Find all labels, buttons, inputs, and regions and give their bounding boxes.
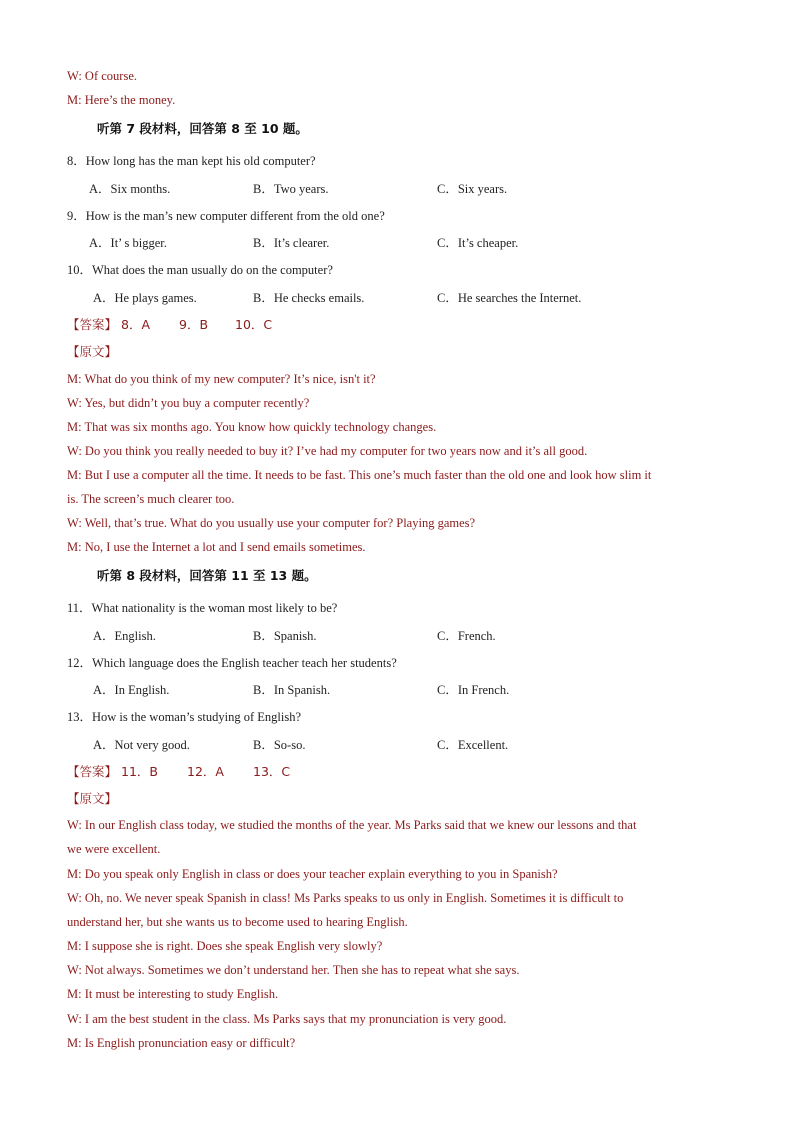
answer-item: 13．C	[253, 764, 291, 779]
question-9-option-c: C．It’s cheaper.	[437, 236, 519, 250]
question-10-option-a: A．He plays games.	[93, 291, 197, 305]
transcript-line: M: That was six months ago. You know how quickly technology changes.	[67, 420, 437, 434]
answer-label: 【答案】	[67, 764, 118, 779]
transcript-line: understand her, but she wants us to become used to hearing English.	[67, 915, 408, 929]
question-9-option-a: A．It’ s bigger.	[89, 236, 167, 250]
answer-label: 【答案】	[67, 317, 118, 332]
question-13-option-c: C．Excellent.	[437, 738, 509, 752]
transcript-line: W: Do you think you really needed to buy it? I’ve had my computer for two years now and it’s all good.	[67, 444, 588, 458]
question-13-option-a: A．Not very good.	[93, 738, 190, 752]
question-8-stem: 8．How long has the man kept his old computer?	[67, 154, 316, 168]
transcript-line: W: Well, that’s true. What do you usually use your computer for? Playing games?	[67, 516, 476, 530]
transcript-line: W: Not always. Sometimes we don’t understand her. Then she has to repeat what she says.	[67, 963, 520, 977]
transcript-line: W: Oh, no. We never speak Spanish in class! Ms Parks speaks to us only in English. Sometimes it is difficult to	[67, 891, 624, 905]
transcript-line: M: I suppose she is right. Does she speak English very slowly?	[67, 939, 383, 953]
question-11-stem: 11．What nationality is the woman most likely to be?	[67, 601, 338, 615]
transcript-line: M: Do you speak only English in class or does your teacher explain everything to you in Spanish?	[67, 867, 558, 881]
dialogue-line: W: Of course.	[67, 69, 137, 83]
transcript-line: W: In our English class today, we studied the months of the year. Ms Parks said that we knew our lessons and that	[67, 818, 637, 832]
transcript-line: W: I am the best student in the class. Ms Parks says that my pronunciation is very good.	[67, 1012, 507, 1026]
section-8-heading: 听第 8 段材料，回答第 11 至 13 题。	[97, 568, 317, 583]
question-13-option-b: B．So-so.	[253, 738, 306, 752]
transcript-label: 【原文】	[67, 791, 118, 806]
question-12-option-a: A．In English.	[93, 683, 170, 697]
question-10-option-b: B．He checks emails.	[253, 291, 365, 305]
question-8-option-b: B．Two years.	[253, 182, 329, 196]
transcript-line: M: It must be interesting to study English.	[67, 987, 279, 1001]
answer-key	[67, 764, 290, 780]
question-8-option-a: A．Six months.	[89, 182, 171, 196]
question-13-stem: 13．How is the woman’s studying of English?	[67, 710, 302, 724]
question-11-option-c: C．French.	[437, 629, 496, 643]
transcript-line: M: But I use a computer all the time. It needs to be fast. This one’s much faster than the old one and look how slim it	[67, 468, 652, 482]
question-11-option-b: B．Spanish.	[253, 629, 317, 643]
transcript-line: we were excellent.	[67, 842, 161, 856]
question-10-stem: 10．What does the man usually do on the computer?	[67, 263, 333, 277]
answer-item: 11．B	[121, 764, 158, 779]
transcript-line: W: Yes, but didn’t you buy a computer recently?	[67, 396, 310, 410]
transcript-line: M: Is English pronunciation easy or difficult?	[67, 1036, 296, 1050]
question-12-option-c: C．In French.	[437, 683, 510, 697]
answer-item: 12．A	[187, 764, 224, 779]
transcript-line: M: No, I use the Internet a lot and I send emails sometimes.	[67, 540, 366, 554]
answer-item: 10．C	[235, 317, 273, 332]
question-12-option-b: B．In Spanish.	[253, 683, 331, 697]
transcript-label: 【原文】	[67, 344, 118, 359]
dialogue-line: M: Here’s the money.	[67, 93, 176, 107]
transcript-line: M: What do you think of my new computer? It’s nice, isn't it?	[67, 372, 376, 386]
answer-key	[67, 317, 272, 333]
question-10-option-c: C．He searches the Internet.	[437, 291, 582, 305]
question-9-stem: 9．How is the man’s new computer different from the old one?	[67, 209, 385, 223]
transcript-line: is. The screen’s much clearer too.	[67, 492, 235, 506]
question-9-option-b: B．It’s clearer.	[253, 236, 330, 250]
section-7-heading: 听第 7 段材料，回答第 8 至 10 题。	[97, 121, 308, 136]
answer-item: 9．B	[179, 317, 209, 332]
question-8-option-c: C．Six years.	[437, 182, 508, 196]
question-11-option-a: A．English.	[93, 629, 156, 643]
answer-item: 8．A	[121, 317, 151, 332]
question-12-stem: 12．Which language does the English teacher teach her students?	[67, 656, 397, 670]
